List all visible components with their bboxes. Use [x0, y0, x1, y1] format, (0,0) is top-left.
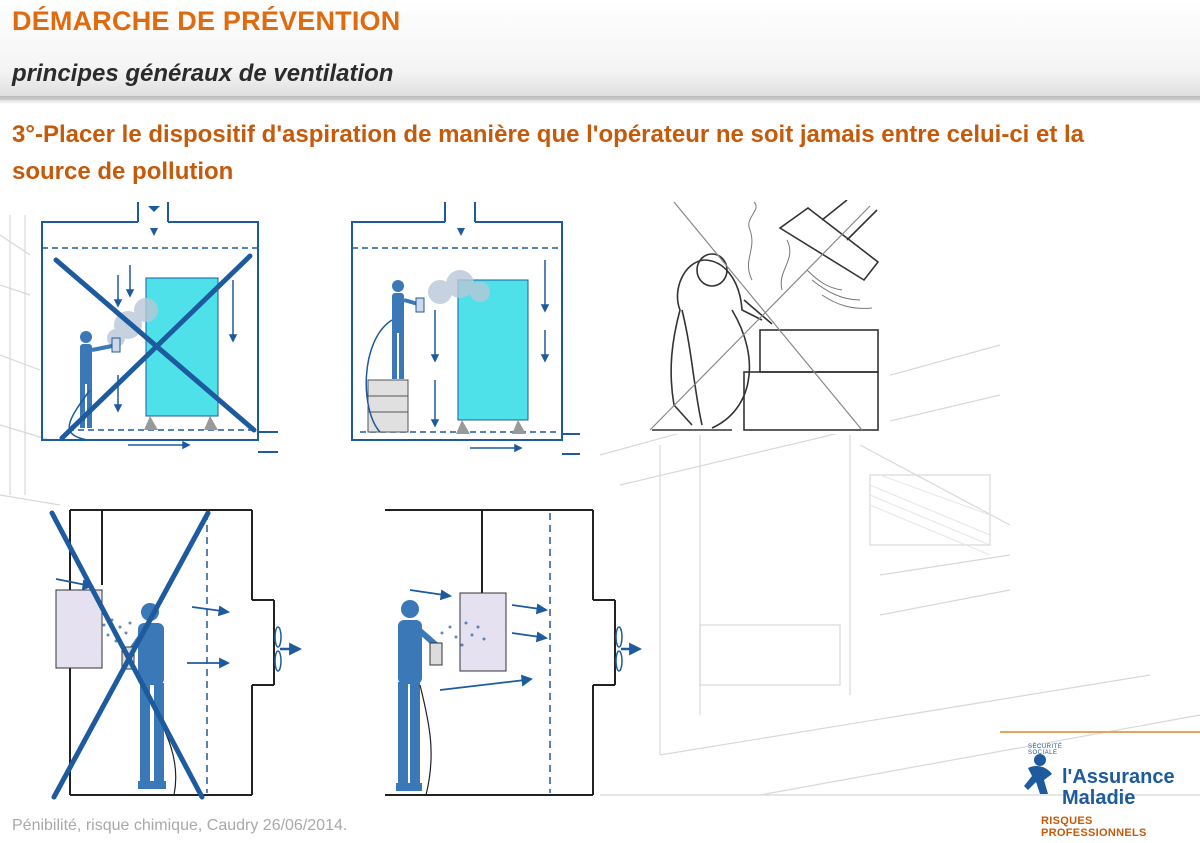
- logo-line1: l'Assurance: [1062, 766, 1175, 788]
- spray-booth-correct-diagram: [340, 200, 610, 465]
- page-title: DÉMARCHE DE PRÉVENTION: [12, 6, 401, 36]
- page-subtitle: principes généraux de ventilation: [12, 60, 394, 87]
- logo-small-text: SÉCURITÉ SOCIALE: [1028, 744, 1063, 756]
- side-extraction-incorrect-diagram: [42, 505, 312, 800]
- logo-line2: Maladie: [1062, 787, 1136, 809]
- welding-hood-incorrect-diagram: [632, 200, 890, 434]
- footer-caption: Pénibilité, risque chimique, Caudry 26/06/2014.: [12, 817, 348, 834]
- spray-booth-incorrect-diagram: [28, 200, 298, 465]
- side-extraction-correct-diagram: [380, 505, 650, 800]
- logo-divider: [1000, 731, 1200, 733]
- principle-statement: 3°-Placer le dispositif d'aspiration de manière que l'opérateur ne soit jamais entre celui-ci et la source de pollution: [12, 121, 1085, 185]
- logo-tagline: RISQUES PROFESSIONNELS: [1041, 815, 1147, 839]
- header-shadow: [0, 96, 1200, 104]
